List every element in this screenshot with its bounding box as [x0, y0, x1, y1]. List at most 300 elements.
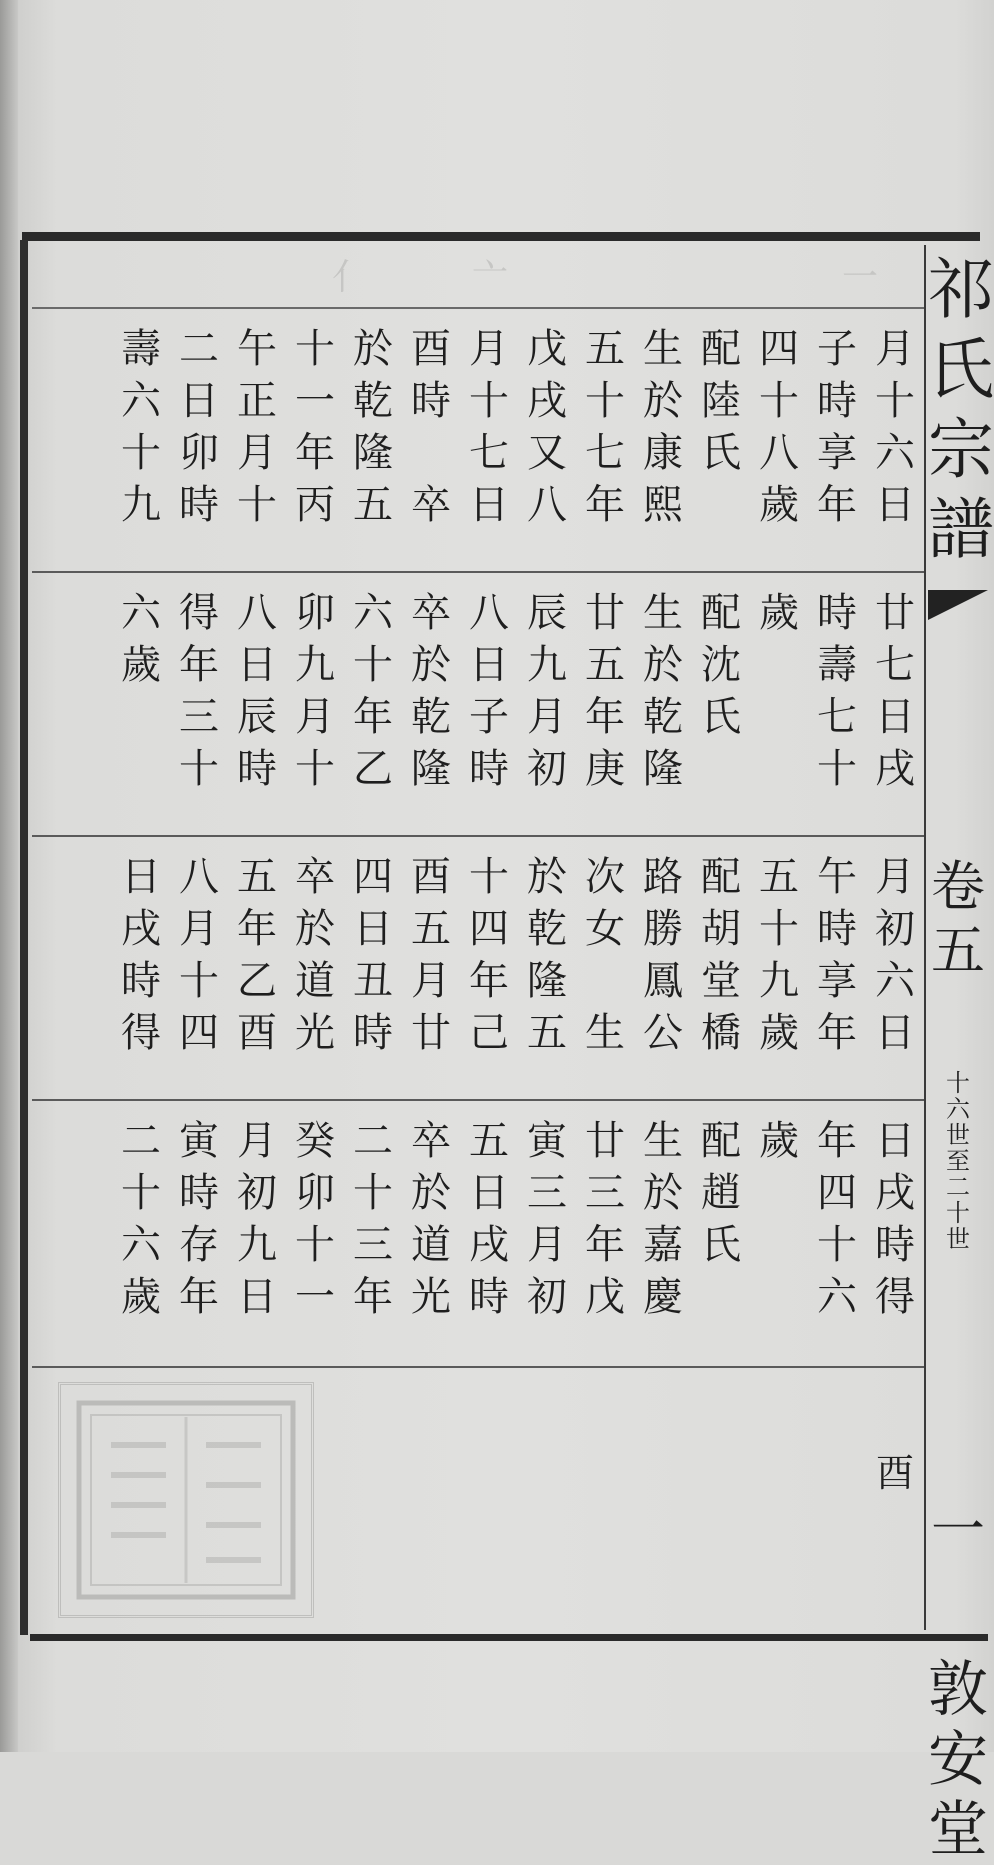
column-text: [179, 851, 219, 1059]
text-column: [170, 309, 228, 571]
column-text: [237, 323, 277, 531]
character: 八: [759, 430, 799, 476]
character: 生: [585, 1010, 625, 1056]
text-column: [750, 573, 808, 835]
character: 五: [353, 482, 393, 528]
column-text: [353, 323, 393, 531]
text-column: [402, 1101, 460, 1366]
column-text: [469, 851, 509, 1059]
column-text: [875, 851, 915, 1059]
text-column: [402, 309, 460, 571]
text-column: [170, 1101, 228, 1366]
character: 歲: [759, 590, 799, 636]
text-column: [634, 573, 692, 835]
column-text: [527, 323, 567, 531]
column-text: [353, 851, 393, 1059]
column-text: [411, 1115, 451, 1323]
character: 胡: [701, 906, 741, 952]
text-column: [112, 573, 170, 835]
column-text: [701, 1115, 741, 1271]
column-text: [353, 587, 393, 795]
character: 時: [817, 906, 857, 952]
text-columns: [112, 573, 924, 835]
character: 得: [875, 1274, 915, 1320]
text-column: [112, 837, 170, 1099]
character: 光: [411, 1274, 451, 1320]
character: 乾: [411, 694, 451, 740]
character: 乙: [237, 958, 277, 1004]
character: 配: [701, 590, 741, 636]
character: 卯: [295, 590, 335, 636]
character: 安: [928, 1725, 988, 1795]
character: 享: [817, 430, 857, 476]
character: 年: [585, 694, 625, 740]
character: 午: [817, 854, 857, 900]
character: 寅: [179, 1118, 219, 1164]
text-column: [402, 837, 460, 1099]
character: 於: [643, 378, 683, 424]
character: 月: [469, 326, 509, 372]
character: 三: [179, 694, 219, 740]
character: 日: [179, 378, 219, 424]
character: 生: [643, 326, 683, 372]
character: 橋: [701, 1010, 741, 1056]
character: 庚: [585, 746, 625, 792]
character: 丙: [295, 482, 335, 528]
character: 生: [643, 590, 683, 636]
hall-name: [928, 1655, 988, 1865]
character: 氏: [701, 430, 741, 476]
lower-column-character: 酉: [876, 1451, 915, 1495]
character: 日: [469, 642, 509, 688]
column-text: [295, 1115, 335, 1323]
character: 堂: [928, 1795, 988, 1865]
character: 十: [817, 1222, 857, 1268]
character: 五: [527, 1010, 567, 1056]
character: 卒: [411, 1118, 451, 1164]
character: 十: [295, 746, 335, 792]
character: 月: [875, 854, 915, 900]
character: 六: [817, 1274, 857, 1320]
text-column: [112, 1101, 170, 1366]
character: 時: [817, 378, 857, 424]
column-text: [411, 587, 451, 795]
character: 三: [585, 1170, 625, 1216]
column-text: [585, 1115, 625, 1323]
column-text: [643, 851, 683, 1059]
character: 年: [179, 1274, 219, 1320]
character: 初: [527, 746, 567, 792]
character: 於: [411, 642, 451, 688]
character: 卯: [295, 1170, 335, 1216]
text-column: [866, 837, 924, 1099]
character: 生: [643, 1118, 683, 1164]
character: 午: [237, 326, 277, 372]
column-text: [121, 587, 161, 691]
character: 年: [353, 1274, 393, 1320]
character: 癸: [295, 1118, 335, 1164]
character: 八: [527, 482, 567, 528]
character: 慶: [643, 1274, 683, 1320]
character: 三: [353, 1222, 393, 1268]
character: 壽: [817, 642, 857, 688]
character: 日: [469, 482, 509, 528]
character: 酉: [411, 854, 451, 900]
character: 十: [946, 1069, 970, 1097]
character: 六: [946, 1095, 970, 1123]
character: 九: [237, 1222, 277, 1268]
text-column: [518, 309, 576, 571]
character: 公: [643, 1010, 683, 1056]
text-columns: [112, 309, 924, 571]
character: 歲: [759, 1118, 799, 1164]
character: 戌: [527, 378, 567, 424]
character: 世: [946, 1121, 970, 1149]
character: 年: [817, 1118, 857, 1164]
character: 光: [295, 1010, 335, 1056]
column-text: [237, 851, 277, 1059]
character: 辰: [237, 694, 277, 740]
text-column: [808, 309, 866, 571]
character: 卯: [179, 430, 219, 476]
bleed-through-mark: 亻: [331, 257, 368, 298]
text-column: [460, 309, 518, 571]
character: 歲: [759, 1010, 799, 1056]
character: 月: [411, 958, 451, 1004]
text-columns: [112, 837, 924, 1099]
character: 於: [643, 1170, 683, 1216]
text-column: [518, 1101, 576, 1366]
text-column: [460, 573, 518, 835]
character: 於: [643, 642, 683, 688]
text-column: [634, 837, 692, 1099]
character: 年: [817, 482, 857, 528]
character: 二: [946, 1173, 970, 1201]
character: 日: [353, 906, 393, 952]
character: 一: [295, 378, 335, 424]
character: 五: [585, 642, 625, 688]
character: 十: [237, 482, 277, 528]
character: 六: [121, 1222, 161, 1268]
character: 得: [179, 590, 219, 636]
character: 時: [875, 1222, 915, 1268]
character: 七: [817, 694, 857, 740]
character: 時: [179, 482, 219, 528]
character: 辰: [527, 590, 567, 636]
character: 年: [353, 694, 393, 740]
character: 四: [759, 326, 799, 372]
character: 譜: [928, 491, 994, 568]
character: 六: [121, 590, 161, 636]
character: 祁: [928, 251, 994, 328]
column-text: [411, 323, 451, 531]
character: 五: [759, 854, 799, 900]
character: 五: [469, 1118, 509, 1164]
character: 時: [121, 958, 161, 1004]
column-text: [585, 323, 625, 531]
character: 日: [875, 1118, 915, 1164]
text-column: [286, 1101, 344, 1366]
column-text: [875, 1115, 915, 1323]
text-column: [866, 573, 924, 835]
bottom-border-rule: [30, 1634, 988, 1641]
text-column: [344, 309, 402, 571]
character: 乾: [527, 906, 567, 952]
character: 又: [527, 430, 567, 476]
character: 十: [585, 378, 625, 424]
character: 十: [295, 1222, 335, 1268]
character: 二: [121, 1118, 161, 1164]
column-text: [643, 587, 683, 795]
character: 初: [875, 906, 915, 952]
character: 十: [179, 746, 219, 792]
text-column: [866, 1101, 924, 1366]
character: 享: [817, 958, 857, 1004]
character: 月: [527, 694, 567, 740]
text-column: [228, 1101, 286, 1366]
text-column: [692, 1101, 750, 1366]
character: 日: [237, 642, 277, 688]
volume-label: [928, 855, 988, 983]
column-text: [701, 851, 741, 1059]
character: 時: [469, 1274, 509, 1320]
text-column: [750, 837, 808, 1099]
bleed-through-mark: 亠: [471, 257, 508, 298]
text-column: [286, 309, 344, 571]
character: 十: [946, 1199, 970, 1227]
column-text: [759, 323, 799, 531]
character: 初: [237, 1170, 277, 1216]
text-column: [692, 309, 750, 571]
column-text: [179, 1115, 219, 1323]
character: 月: [527, 1222, 567, 1268]
text-column: [750, 1101, 808, 1366]
character: 月: [237, 1118, 277, 1164]
book-title: [928, 250, 994, 570]
character: 年: [237, 906, 277, 952]
column-text: [585, 587, 625, 795]
character: 十: [759, 906, 799, 952]
column-text: [759, 851, 799, 1059]
column-text: [817, 851, 857, 1059]
character: 廿: [585, 590, 625, 636]
column-text: [527, 851, 567, 1059]
character: 時: [237, 746, 277, 792]
character: 九: [295, 642, 335, 688]
character: 四: [179, 1010, 219, 1056]
record-band-1: [32, 309, 924, 573]
character: 趙: [701, 1170, 741, 1216]
text-column: [634, 1101, 692, 1366]
character: 廿: [875, 590, 915, 636]
column-text: [237, 587, 277, 795]
character: 熙: [643, 482, 683, 528]
character: 六: [875, 958, 915, 1004]
character: 七: [585, 430, 625, 476]
character: 氏: [701, 1222, 741, 1268]
text-column: [518, 573, 576, 835]
top-border-rule: [22, 232, 980, 241]
character: 隆: [643, 746, 683, 792]
record-band-2: [32, 573, 924, 837]
character: 年: [469, 958, 509, 1004]
text-column: [228, 573, 286, 835]
character: 廿: [585, 1118, 625, 1164]
character: 女: [585, 906, 625, 952]
column-text: [469, 587, 509, 795]
column-text: [759, 587, 799, 639]
column-text: [817, 587, 857, 795]
column-text: [527, 587, 567, 795]
character: 乙: [353, 746, 393, 792]
column-text: [295, 587, 335, 795]
character: 日: [121, 854, 161, 900]
character: 乾: [353, 378, 393, 424]
text-column: [286, 837, 344, 1099]
text-column: [402, 573, 460, 835]
character: 隆: [353, 430, 393, 476]
character: 得: [121, 1010, 161, 1056]
character: 至: [946, 1147, 970, 1175]
text-column: [286, 573, 344, 835]
character: 戊: [585, 1274, 625, 1320]
character: 於: [353, 326, 393, 372]
character: 十: [121, 430, 161, 476]
character: 四: [817, 1170, 857, 1216]
generation-range: [928, 1070, 988, 1252]
character: 宗: [928, 411, 994, 488]
column-text: [701, 587, 741, 743]
character: 戌: [121, 906, 161, 952]
fish-tail-mark-icon: [928, 590, 988, 620]
character: 七: [875, 642, 915, 688]
column-text: [411, 851, 451, 1059]
character: 日: [875, 482, 915, 528]
record-band-4: [32, 1101, 924, 1368]
character: 氏: [701, 694, 741, 740]
character: 戌: [875, 1170, 915, 1216]
character: 十: [817, 746, 857, 792]
text-column: [228, 309, 286, 571]
text-column: [228, 837, 286, 1099]
character: 配: [701, 326, 741, 372]
text-column: [344, 573, 402, 835]
character: 氏: [928, 331, 994, 408]
text-column: [460, 1101, 518, 1366]
character: 十: [469, 378, 509, 424]
character: 十: [353, 642, 393, 688]
character: 乾: [643, 694, 683, 740]
column-text: [527, 1115, 567, 1323]
column-text: [643, 323, 683, 531]
column-text: [121, 1115, 161, 1323]
character: 八: [469, 590, 509, 636]
text-column: [692, 573, 750, 835]
library-seal-stamp: [58, 1382, 314, 1618]
character: 月: [179, 906, 219, 952]
column-text: [121, 851, 161, 1059]
character: 歲: [121, 1274, 161, 1320]
character: 日: [469, 1170, 509, 1216]
character: 歲: [121, 642, 161, 688]
seal-icon: [71, 1395, 301, 1605]
character: 酉: [411, 326, 451, 372]
column-text: [295, 323, 335, 531]
character: 配: [701, 1118, 741, 1164]
character: 十: [179, 958, 219, 1004]
character: 存: [179, 1222, 219, 1268]
character: 沈: [701, 642, 741, 688]
text-column: [576, 1101, 634, 1366]
character: 四: [353, 854, 393, 900]
column-text: [295, 851, 335, 1059]
text-column: [112, 309, 170, 571]
column-text: [585, 851, 625, 1059]
text-columns: [112, 1101, 924, 1366]
character: 二: [353, 1118, 393, 1164]
character: 五: [931, 919, 985, 982]
character: [411, 427, 451, 479]
character: 年: [295, 430, 335, 476]
character: 配: [701, 854, 741, 900]
character: 康: [643, 430, 683, 476]
text-column: [634, 309, 692, 571]
text-column: [344, 837, 402, 1099]
character: 九: [121, 482, 161, 528]
character: 六: [353, 590, 393, 636]
text-column: [692, 837, 750, 1099]
text-column: [750, 309, 808, 571]
character: 七: [469, 430, 509, 476]
character: 道: [411, 1222, 451, 1268]
character: 年: [585, 482, 625, 528]
character: 十: [295, 326, 335, 372]
text-column: [576, 573, 634, 835]
character: 月: [875, 326, 915, 372]
book-spine-shadow: [0, 0, 18, 1752]
character: 九: [759, 958, 799, 1004]
character: 道: [295, 958, 335, 1004]
text-column: [866, 309, 924, 571]
column-text: [121, 323, 161, 531]
character: 勝: [643, 906, 683, 952]
text-column: [576, 837, 634, 1099]
character: 次: [585, 854, 625, 900]
character: 隆: [527, 958, 567, 1004]
character: 六: [875, 430, 915, 476]
character: 五: [585, 326, 625, 372]
character: 廿: [411, 1010, 451, 1056]
page-margin-column: [928, 250, 994, 1865]
character: 鳳: [643, 958, 683, 1004]
character: 子: [817, 326, 857, 372]
character: 子: [469, 694, 509, 740]
character: 丑: [353, 958, 393, 1004]
character: 敦: [928, 1655, 988, 1725]
text-column: [518, 837, 576, 1099]
character: 戌: [875, 746, 915, 792]
column-text: [469, 1115, 509, 1323]
text-column: [344, 1101, 402, 1366]
text-column: [808, 1101, 866, 1366]
character: 四: [469, 906, 509, 952]
character: 初: [527, 1274, 567, 1320]
character: 十: [759, 378, 799, 424]
text-column: [460, 837, 518, 1099]
character: 時: [179, 1170, 219, 1216]
character: 五: [237, 854, 277, 900]
character: 卒: [295, 854, 335, 900]
